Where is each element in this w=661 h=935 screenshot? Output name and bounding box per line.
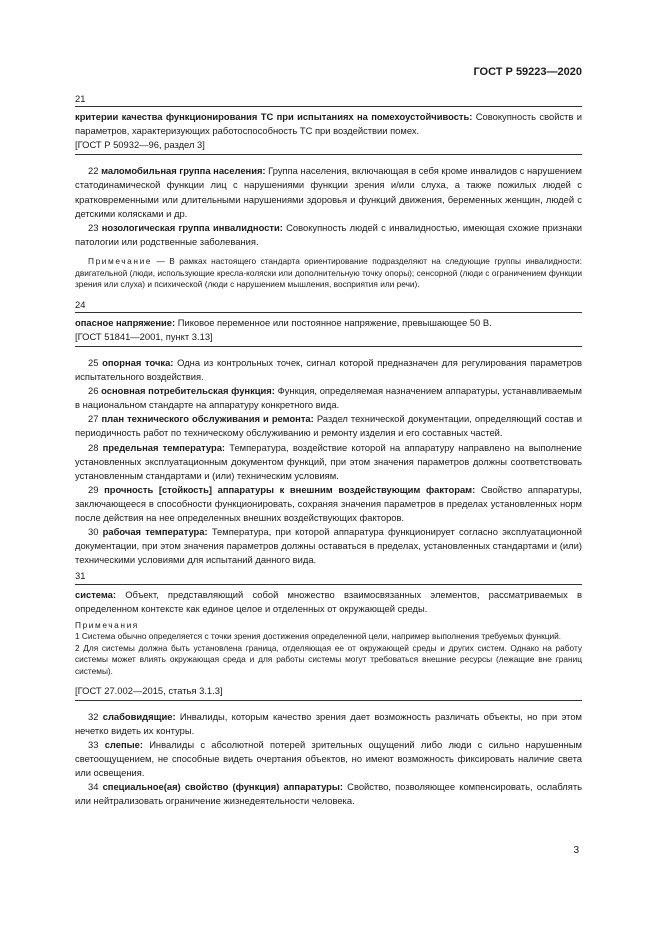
term-entry-23 (75, 221, 582, 249)
note-2: 2 Для системы должна быть установлена граница, отделяющая ее от окружающей среды и других систем. Однако на работу системы может влиять окружающая среда и для работы системы могут требоваться внешние ресурсы (лежащие вне границ системы). (75, 642, 582, 677)
reference: [ГОСТ 27.002—2015, статья 3.1.3] (75, 684, 223, 696)
item-number: 29 (88, 483, 99, 495)
definition: Функция, определяемая назначением аппаратуры, устанавливаемым в национальном стандарте на аппаратуру конкретного вида. (75, 385, 582, 411)
note-text: — В рамках настоящего стандарта ориентирование подразделяют на следующие группы инвалидности: двигательной (люди, использующие кресла-коляски или дополнительную точку опоры); сенсорной (люди с ограничением функции зрения или слуха) и психической (люди с нарушением мышления, восприятия или речи). (75, 255, 582, 290)
term-entry (75, 588, 582, 616)
term-entry (75, 110, 582, 138)
item-number: 21 (75, 93, 86, 104)
item-number: 27 (88, 413, 99, 425)
definition: Группа населения, включающая в себя кроме инвалидов с нарушением статодинамической функции лиц с нарушениями функции зрения и/или слуха, а также пожилых людей с кратковременными или длительными нарушениями здоровья и функций движения, беременных женщин, людей с детскими колясками и др. (75, 165, 582, 219)
term-entry-30 (75, 525, 582, 567)
notes-title: Примечания (75, 619, 139, 630)
note-label: Примечание (88, 255, 153, 266)
reference: [ГОСТ 51841—2001, пункт 3.13] (75, 330, 213, 342)
item-number: 34 (88, 781, 99, 793)
item-number: 32 (88, 710, 99, 722)
item-number: 31 (75, 570, 86, 582)
definition: Совокупность свойств и параметров, характеризующих работоспособность ТС при воздействии помех. (75, 111, 582, 137)
term: предельная температура: (102, 441, 226, 453)
term-entry-33 (75, 738, 582, 780)
item-number: 25 (88, 357, 99, 368)
term-entry-34 (75, 780, 582, 808)
term-entry-25 (75, 356, 582, 384)
term: основная потребительская функция: (101, 385, 275, 397)
term: опорная точка: (102, 357, 174, 368)
item-number: 28 (88, 441, 99, 453)
page-content (75, 90, 582, 808)
item-number: 26 (88, 385, 99, 397)
term-box-21 (75, 106, 582, 155)
definition: Инвалиды с абсолютной потерей зрительных ощущений либо люди с сильно нарушенным светоощущением, не способные видеть очертания объектов, но имеют возможность фиксировать наличие света или освещения. (75, 738, 582, 779)
note-23 (75, 256, 582, 291)
term: опасное напряжение: (75, 316, 176, 328)
term-box-24 (75, 312, 582, 347)
term: слепые: (104, 738, 143, 750)
term: критерии качества функционирования ТС при испытаниях на помехоустойчивость: (75, 111, 473, 123)
definition: Температура, при которой аппаратура функционирует согласно эксплуатационной документации, при этом значения параметров должны оставаться в пределах, установленных стандартами и (или) техническими условиями для испытаний данного вида. (75, 526, 582, 566)
term: план технического обслуживания и ремонта: (101, 413, 314, 425)
definition: Температура, воздействие которой на аппаратуру направлено на выполнение установленных эксплуатационным документом функций, при этом значения параметров должны соответствовать установленным стандартами и (или) техническим условиям. (75, 441, 582, 481)
item-number: 22 (88, 165, 99, 177)
definition: Объект, представляющий собой множество взаимосвязанных элементов, рассматриваемых в определенном контексте как единое целое и отделенных от окружающей среды. (75, 588, 582, 614)
note-1: 1 Система обычно определяется с точки зрения достижения определенной цели, например выполнения требуемых функций. (75, 631, 562, 642)
term: система: (75, 588, 117, 600)
term: нозологическая группа инвалидности: (101, 221, 283, 233)
item-number: 33 (88, 738, 99, 750)
definition: Инвалиды, которым качество зрения дает возможность различать объекты, но при этом нечетко видеть их контуры. (75, 710, 583, 736)
term: маломобильная группа населения: (101, 165, 266, 177)
reference: [ГОСТ Р 50932—96, раздел 3] (75, 139, 205, 151)
notes-31 (75, 620, 582, 678)
term-entry-27 (75, 412, 582, 440)
definition: Совокупность людей с инвалидностью, имеющая схожие признаки патологии или родственные заболевания. (75, 221, 582, 247)
term-entry-22 (75, 164, 582, 220)
page-number: 3 (573, 845, 579, 856)
term: прочность [стойкость] аппаратуры к внешним воздействующим факторам: (104, 483, 476, 495)
term-entry-28 (75, 441, 582, 483)
document-header-standard: ГОСТ Р 59223—2020 (473, 66, 582, 78)
definition: Пиковое переменное или постоянное напряжение, превышающее 50 В. (175, 316, 492, 328)
item-number: 30 (88, 526, 99, 538)
term-entry (75, 316, 582, 330)
definition: Свойство аппаратуры, заключающееся в способности функционировать, сохраняя значения параметров в пределах установленных норм после действия на нее определенных внешних воздействующих факторов. (75, 483, 582, 524)
term-entry-29 (75, 483, 582, 525)
term-box-31 (75, 584, 582, 701)
item-number: 24 (75, 298, 86, 310)
term: рабочая температура: (102, 526, 208, 538)
definition: Раздел технической документации, определяющий состав и периодичность работ по техническому обслуживанию и ремонту изделия и его составных частей. (75, 413, 583, 439)
term: специальное(ая) свойство (функция) аппаратуры: (102, 781, 344, 793)
term-entry-32 (75, 710, 582, 738)
term-entry-26 (75, 384, 582, 412)
term: слабовидящие: (102, 710, 176, 722)
definition: Одна из контрольных точек, сигнал которой предназначен для регулирования параметров испытательного воздействия. (75, 357, 582, 383)
definition: Свойство, позволяющее компенсировать, ослаблять или нейтрализовать ограничение жизнедеятельности человека. (75, 781, 582, 807)
item-number: 23 (88, 221, 99, 233)
